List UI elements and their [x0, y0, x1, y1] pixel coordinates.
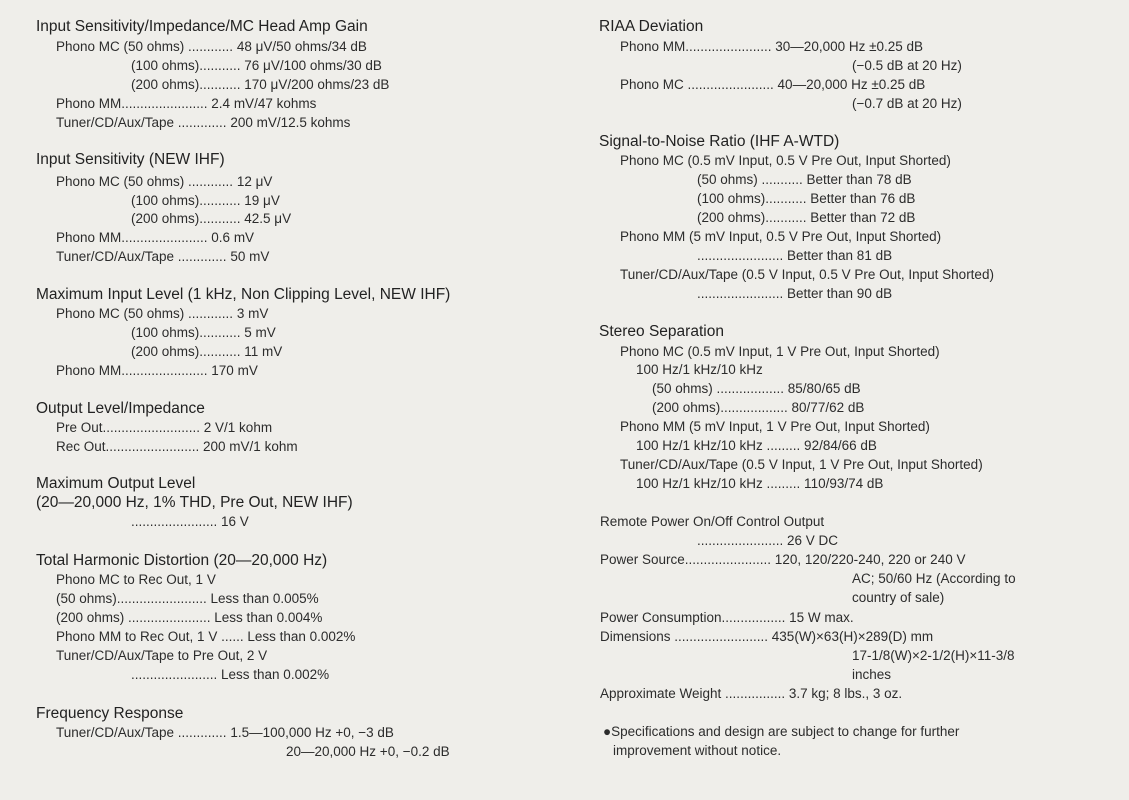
spec-row: (100 ohms)........... 76 μV/100 ohms/30 dB [131, 58, 382, 73]
spec-row: 20—20,000 Hz +0, −0.2 dB [286, 744, 450, 759]
spec-row: (100 ohms)........... 19 μV [131, 193, 280, 208]
spec-row: ....................... 16 V [131, 514, 249, 529]
spec-row: Phono MC (0.5 mV Input, 1 V Pre Out, Input Shorted) [620, 344, 940, 359]
spec-row: Tuner/CD/Aux/Tape to Pre Out, 2 V [56, 648, 268, 663]
spec-row: Phono MM....................... 30—20,000 Hz ±0.25 dB [620, 39, 924, 54]
section-heading: RIAA Deviation [599, 18, 704, 35]
spec-row: ●Specifications and design are subject to change for further [603, 724, 960, 739]
spec-row: 100 Hz/1 kHz/10 kHz ......... 110/93/74 dB [636, 476, 884, 491]
spec-row: (50 ohms) .................. 85/80/65 dB [652, 381, 861, 396]
spec-row: AC; 50/60 Hz (According to [852, 571, 1016, 586]
spec-row: Phono MC (50 ohms) ............ 12 μV [56, 174, 273, 189]
spec-row: (−0.5 dB at 20 Hz) [852, 58, 962, 73]
section-heading: Signal-to-Noise Ratio (IHF A-WTD) [599, 133, 840, 150]
section-heading: Output Level/Impedance [36, 400, 205, 417]
spec-row: ....................... 26 V DC [697, 533, 839, 548]
spec-row: 100 Hz/1 kHz/10 kHz ......... 92/84/66 dB [636, 438, 877, 453]
spec-row: Tuner/CD/Aux/Tape (0.5 V Input, 1 V Pre Out, Input Shorted) [620, 457, 983, 472]
spec-row: Phono MM....................... 0.6 mV [56, 230, 255, 245]
section-heading-sub: (20—20,000 Hz, 1% THD, Pre Out, NEW IHF) [36, 494, 353, 511]
section-heading: Maximum Input Level (1 kHz, Non Clipping Level, NEW IHF) [36, 286, 451, 303]
spec-row: country of sale) [852, 590, 945, 605]
spec-row: 100 Hz/1 kHz/10 kHz [636, 362, 763, 377]
spec-row: ....................... Better than 81 dB [697, 248, 893, 263]
section-heading: Input Sensitivity (NEW IHF) [36, 151, 225, 168]
section-heading: Input Sensitivity/Impedance/MC Head Amp Gain [36, 18, 368, 35]
spec-row: ....................... Less than 0.002% [131, 667, 330, 682]
spec-row: (100 ohms)........... Better than 76 dB [697, 191, 916, 206]
spec-row: Dimensions ......................... 435(W)×63(H)×289(D) mm [600, 629, 934, 644]
spec-row: Phono MM to Rec Out, 1 V ...... Less than 0.002% [56, 629, 356, 644]
spec-row: (200 ohms)........... Better than 72 dB [697, 210, 916, 225]
spec-row: Phono MC ....................... 40—20,000 Hz ±0.25 dB [620, 77, 926, 92]
spec-row: Phono MC (50 ohms) ............ 48 μV/50 ohms/34 dB [56, 39, 367, 54]
spec-row: (200 ohms)........... 170 μV/200 ohms/23 dB [131, 77, 390, 92]
spec-row: Pre Out.......................... 2 V/1 kohm [56, 420, 273, 435]
spec-row: ....................... Better than 90 dB [697, 286, 893, 301]
section-heading: Stereo Separation [599, 323, 724, 340]
spec-row: (200 ohms)........... 42.5 μV [131, 211, 292, 226]
spec-row: Power Consumption................. 15 W max. [600, 610, 854, 625]
spec-row: Remote Power On/Off Control Output [600, 514, 825, 529]
spec-row: (200 ohms)........... 11 mV [131, 344, 283, 359]
spec-row: Phono MM....................... 2.4 mV/47 kohms [56, 96, 317, 111]
spec-row: Power Source....................... 120, 120/220-240, 220 or 240 V [600, 552, 966, 567]
spec-row: Tuner/CD/Aux/Tape (0.5 V Input, 0.5 V Pre Out, Input Shorted) [620, 267, 994, 282]
spec-row: Rec Out......................... 200 mV/1 kohm [56, 439, 298, 454]
spec-row: (50 ohms) ........... Better than 78 dB [697, 172, 912, 187]
spec-row: Phono MC to Rec Out, 1 V [56, 572, 216, 587]
spec-row: Tuner/CD/Aux/Tape ............. 1.5—100,000 Hz +0, −3 dB [56, 725, 394, 740]
spec-row: (100 ohms)........... 5 mV [131, 325, 276, 340]
section-heading: Total Harmonic Distortion (20—20,000 Hz) [36, 552, 328, 569]
spec-row: (50 ohms)........................ Less than 0.005% [56, 591, 319, 606]
section-heading: Frequency Response [36, 705, 184, 722]
spec-row: Tuner/CD/Aux/Tape ............. 50 mV [56, 249, 270, 264]
section-heading: Maximum Output Level [36, 475, 196, 492]
spec-row: improvement without notice. [613, 743, 782, 758]
spec-row: 17-1/8(W)×2-1/2(H)×11-3/8 [852, 648, 1015, 663]
spec-row: (200 ohms).................. 80/77/62 dB [652, 400, 865, 415]
spec-row: Phono MM....................... 170 mV [56, 363, 258, 378]
spec-row: Phono MC (0.5 mV Input, 0.5 V Pre Out, Input Shorted) [620, 153, 951, 168]
spec-row: inches [852, 667, 892, 682]
spec-row: (200 ohms) ...................... Less than 0.004% [56, 610, 323, 625]
spec-row: Phono MM (5 mV Input, 1 V Pre Out, Input Shorted) [620, 419, 930, 434]
spec-row: Tuner/CD/Aux/Tape ............. 200 mV/12.5 kohms [56, 115, 351, 130]
spec-row: (−0.7 dB at 20 Hz) [852, 96, 962, 111]
spec-row: Phono MC (50 ohms) ............ 3 mV [56, 306, 269, 321]
spec-row: Approximate Weight ................ 3.7 kg; 8 lbs., 3 oz. [600, 686, 903, 701]
spec-row: Phono MM (5 mV Input, 0.5 V Pre Out, Input Shorted) [620, 229, 942, 244]
